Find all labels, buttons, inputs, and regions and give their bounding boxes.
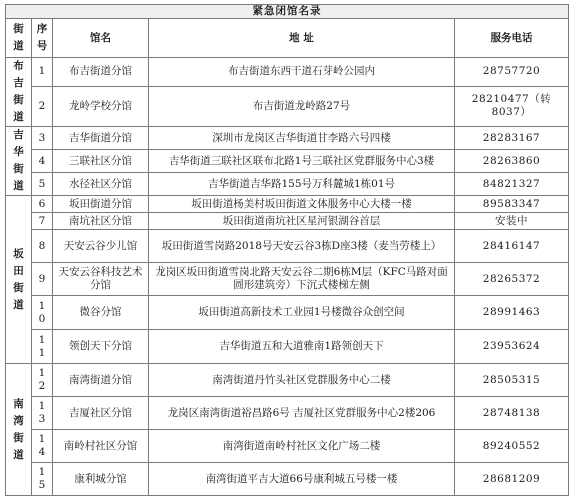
name-cell: 坂田街道分馆	[53, 196, 149, 213]
address-cell: 南湾街道平吉大道66号康利城五号楼一楼	[149, 463, 455, 496]
header-street: 街道	[6, 19, 32, 58]
table-row	[6, 463, 569, 496]
seq-cell: 3	[32, 127, 53, 150]
seq-cell: 15	[32, 463, 53, 496]
address-cell: 龙岗区坂田街道雪岗北路天安云谷二期6栋M层（KFC马路对面圆形建筑旁）下沉式楼梯左侧	[149, 263, 455, 296]
phone-cell: 28681209	[455, 463, 569, 496]
name-cell: 康利城分馆	[53, 463, 149, 496]
table-row	[6, 196, 569, 213]
address-cell: 吉华街道五和大道雅南1路领创天下	[149, 330, 455, 364]
address-cell: 龙岗区南湾街道裕昌路6号 吉厦社区党群服务中心2楼206	[149, 397, 455, 430]
phone-cell: 89583347	[455, 196, 569, 213]
table-row	[6, 58, 569, 87]
address-cell: 吉华街道吉华路155号万科麓城1栋01号	[149, 173, 455, 196]
table-row	[6, 127, 569, 150]
address-cell: 南湾街道丹竹头社区党群服务中心二楼	[149, 364, 455, 397]
phone-cell: 28757720	[455, 58, 569, 87]
table-title-row	[6, 5, 569, 19]
street-cell-bantian: 坂田街道	[6, 196, 32, 364]
table-row	[6, 430, 569, 463]
table-row	[6, 397, 569, 430]
header-address: 地 址	[149, 19, 455, 58]
seq-cell: 8	[32, 230, 53, 263]
table-row	[6, 150, 569, 173]
address-cell: 坂田街道南坑社区星河银湖谷首层	[149, 213, 455, 230]
name-cell: 微谷分馆	[53, 296, 149, 330]
closure-list-table-container	[5, 4, 568, 491]
phone-cell: 28748138	[455, 397, 569, 430]
name-cell: 布吉街道分馆	[53, 58, 149, 87]
name-cell: 龙岭学校分馆	[53, 86, 149, 126]
table-row	[6, 230, 569, 263]
phone-cell: 28263860	[455, 150, 569, 173]
address-cell: 吉华街道三联社区联布北路1号三联社区党群服务中心3楼	[149, 150, 455, 173]
phone-cell: 28210477（转8037）	[455, 86, 569, 126]
seq-cell: 14	[32, 430, 53, 463]
name-cell: 天安云谷科技艺术分馆	[53, 263, 149, 296]
phone-cell: 28265372	[455, 263, 569, 296]
seq-cell: 6	[32, 196, 53, 213]
seq-cell: 12	[32, 364, 53, 397]
seq-cell: 13	[32, 397, 53, 430]
address-cell: 坂田街道杨美村坂田街道文体服务中心大楼一楼	[149, 196, 455, 213]
street-cell-jihua: 吉华街道	[6, 127, 32, 196]
phone-cell: 28416147	[455, 230, 569, 263]
seq-cell: 5	[32, 173, 53, 196]
seq-cell: 7	[32, 213, 53, 230]
address-cell: 布吉街道东西干道石芽岭公园内	[149, 58, 455, 87]
header-phone: 服务电话	[455, 19, 569, 58]
name-cell: 吉华街道分馆	[53, 127, 149, 150]
phone-cell: 28505315	[455, 364, 569, 397]
name-cell: 南岭村社区分馆	[53, 430, 149, 463]
name-cell: 吉厦社区分馆	[53, 397, 149, 430]
header-row	[6, 19, 569, 58]
table-row	[6, 86, 569, 126]
name-cell: 三联社区分馆	[53, 150, 149, 173]
address-cell: 坂田街道雪岗路2018号天安云谷3栋D座3楼（麦当劳楼上）	[149, 230, 455, 263]
name-cell: 水径社区分馆	[53, 173, 149, 196]
table-row	[6, 173, 569, 196]
seq-cell: 10	[32, 296, 53, 330]
phone-cell: 28991463	[455, 296, 569, 330]
seq-cell: 1	[32, 58, 53, 87]
header-seq: 序号	[32, 19, 53, 58]
phone-cell: 28283167	[455, 127, 569, 150]
name-cell: 南湾街道分馆	[53, 364, 149, 397]
table-title: 紧急闭馆名录	[6, 5, 569, 19]
name-cell: 南坑社区分馆	[53, 213, 149, 230]
table-row	[6, 296, 569, 330]
phone-cell: 84821327	[455, 173, 569, 196]
closure-list-table	[5, 4, 569, 496]
name-cell: 领创天下分馆	[53, 330, 149, 364]
table-row	[6, 263, 569, 296]
table-row	[6, 213, 569, 230]
address-cell: 坂田街道高新技术工业园1号楼微谷众创空间	[149, 296, 455, 330]
street-cell-buji: 布吉街道	[6, 58, 32, 127]
address-cell: 布吉街道龙岭路27号	[149, 86, 455, 126]
phone-cell: 89240552	[455, 430, 569, 463]
table-row	[6, 330, 569, 364]
name-cell: 天安云谷少儿馆	[53, 230, 149, 263]
table-row	[6, 364, 569, 397]
phone-cell: 安装中	[455, 213, 569, 230]
header-name: 馆名	[53, 19, 149, 58]
address-cell: 南湾街道南岭村社区文化广场二楼	[149, 430, 455, 463]
phone-cell: 23953624	[455, 330, 569, 364]
address-cell: 深圳市龙岗区吉华街道甘李路六号四楼	[149, 127, 455, 150]
seq-cell: 4	[32, 150, 53, 173]
seq-cell: 11	[32, 330, 53, 364]
street-cell-nanwan: 南湾街道	[6, 364, 32, 496]
seq-cell: 2	[32, 86, 53, 126]
seq-cell: 9	[32, 263, 53, 296]
